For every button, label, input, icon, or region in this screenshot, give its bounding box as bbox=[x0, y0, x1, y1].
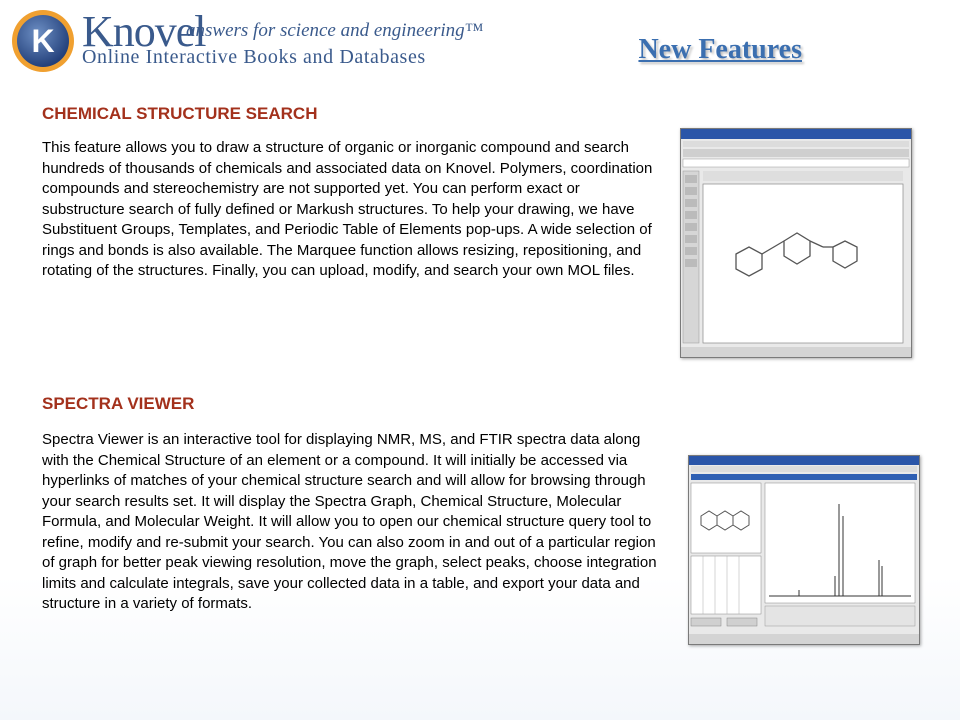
chemical-structure-search-body: This feature allows you to draw a structure of organic or inorganic compound and search hundreds of thousands of chemicals and associated data on Knovel. Polymers, coordination compounds and stereochemistry are not supported yet. You can perform exact or substructure search of fully defined or Markush structures. To help your drawing, we have Substituent Groups, Templates, and Periodic Table of Elements pop-ups. A wide selection of rings and bonds is also available. The Marquee function allows resizing, repositioning, and rotating of the structures. Finally, you can upload, modify, and search your own MOL files. bbox=[42, 139, 653, 279]
logo-initial: K bbox=[31, 23, 55, 59]
spectra-viewer-heading: SPECTRA VIEWER bbox=[42, 394, 195, 413]
spectra-viewer-screenshot bbox=[688, 455, 920, 645]
knovel-logo-icon bbox=[10, 8, 76, 79]
logo-tagline: answers for science and engineering™ bbox=[186, 20, 484, 41]
logo-name: Knovel bbox=[82, 7, 206, 56]
chemical-structure-search-heading: CHEMICAL STRUCTURE SEARCH bbox=[42, 104, 318, 123]
logo-subtitle: Online Interactive Books and Databases bbox=[82, 46, 426, 68]
page-title[interactable]: New Features bbox=[638, 34, 802, 65]
spectra-viewer-body: Spectra Viewer is an interactive tool for displaying NMR, MS, and FTIR spectra data along with the Chemical Structure of an element or a compound. It will initially be accessed via hyperlinks of matches of your chemical structure search and will allow for browsing through your search results set. It will display the Spectra Graph, Chemical Structure, Molecular Formula, and Molecular Weight. It will allow you to open our chemical structure query tool to refine, modify and re-submit your search. You can also zoom in and out of a particular region of graph for better peak viewing resolution, move the graph, select peaks, choose integration limits and calculate integrals, save your collected data in a table, and export your data and structure in a variety of formats. bbox=[42, 431, 657, 612]
header bbox=[0, 0, 960, 100]
structure-search-screenshot bbox=[680, 128, 912, 358]
